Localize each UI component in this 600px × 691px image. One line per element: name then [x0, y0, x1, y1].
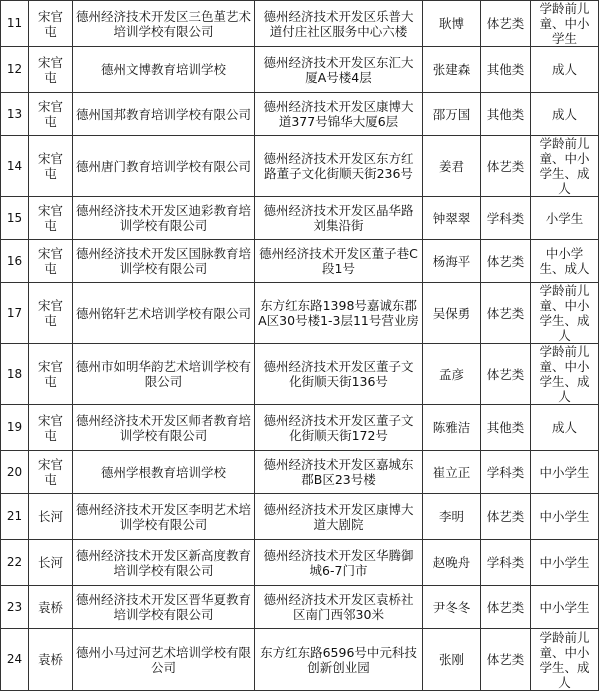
- table-row: [1, 93, 599, 136]
- target-audience-cell: 学龄前儿童、中小学生、成人: [531, 629, 599, 691]
- address-cell: 德州经济技术开发区康博大道大剧院: [255, 494, 423, 540]
- district-cell: 宋官屯: [29, 136, 73, 197]
- category-cell: 体艺类: [481, 240, 531, 283]
- category-cell: 体艺类: [481, 136, 531, 197]
- row-number-cell: 17: [1, 283, 29, 344]
- table-row: [1, 494, 599, 540]
- district-cell: 宋官屯: [29, 451, 73, 494]
- district-cell: 宋官屯: [29, 405, 73, 451]
- institution-name-cell: 德州铭轩艺术培训学校有限公司: [73, 283, 255, 344]
- contact-person-cell: 吴保勇: [423, 283, 481, 344]
- contact-person-cell: 钟翠翠: [423, 197, 481, 240]
- institution-name-cell: 德州学根教育培训学校: [73, 451, 255, 494]
- table-row: [1, 405, 599, 451]
- contact-person-cell: 陈雅洁: [423, 405, 481, 451]
- table-row: [1, 586, 599, 629]
- institution-name-cell: 德州经济技术开发区李明艺术培训学校有限公司: [73, 494, 255, 540]
- row-number-cell: 24: [1, 629, 29, 691]
- target-audience-cell: 中小学生: [531, 586, 599, 629]
- row-number-cell: 23: [1, 586, 29, 629]
- contact-person-cell: 张刚: [423, 629, 481, 691]
- table-row: [1, 344, 599, 405]
- row-number-cell: 20: [1, 451, 29, 494]
- contact-person-cell: 杨海平: [423, 240, 481, 283]
- contact-person-cell: 张建森: [423, 47, 481, 93]
- target-audience-cell: 中小学生、成人: [531, 240, 599, 283]
- table-row: [1, 540, 599, 586]
- district-cell: 长河: [29, 540, 73, 586]
- row-number-cell: 19: [1, 405, 29, 451]
- table-body: [1, 1, 599, 691]
- target-audience-cell: 学龄前儿童、中小学生、成人: [531, 283, 599, 344]
- target-audience-cell: 学龄前儿童、中小学生、成人: [531, 344, 599, 405]
- institution-name-cell: 德州经济技术开发区新高度教育培训学校有限公司: [73, 540, 255, 586]
- contact-person-cell: 李明: [423, 494, 481, 540]
- institution-name-cell: 德州唐门教育培训学校有限公司: [73, 136, 255, 197]
- table-row: [1, 283, 599, 344]
- table-row: [1, 197, 599, 240]
- category-cell: 其他类: [481, 47, 531, 93]
- target-audience-cell: 中小学生: [531, 540, 599, 586]
- contact-person-cell: 尹冬冬: [423, 586, 481, 629]
- address-cell: 德州经济技术开发区晶华路刘集沿街: [255, 197, 423, 240]
- category-cell: 体艺类: [481, 344, 531, 405]
- contact-person-cell: 赵晚舟: [423, 540, 481, 586]
- contact-person-cell: 邵万国: [423, 93, 481, 136]
- category-cell: 学科类: [481, 540, 531, 586]
- row-number-cell: 21: [1, 494, 29, 540]
- row-number-cell: 11: [1, 1, 29, 47]
- address-cell: 德州经济技术开发区袁桥社区南门西邻30米: [255, 586, 423, 629]
- row-number-cell: 13: [1, 93, 29, 136]
- district-cell: 宋官屯: [29, 47, 73, 93]
- address-cell: 德州经济技术开发区东汇大厦A号楼4层: [255, 47, 423, 93]
- institution-name-cell: 德州经济技术开发区晋华夏教育培训学校有限公司: [73, 586, 255, 629]
- institution-name-cell: 德州小马过河艺术培训学校有限公司: [73, 629, 255, 691]
- target-audience-cell: 成人: [531, 93, 599, 136]
- district-cell: 袁桥: [29, 629, 73, 691]
- category-cell: 其他类: [481, 405, 531, 451]
- institution-name-cell: 德州经济技术开发区迪彩教育培训学校有限公司: [73, 197, 255, 240]
- table-row: [1, 47, 599, 93]
- address-cell: 德州经济技术开发区东方红路董子文化街顺天街236号: [255, 136, 423, 197]
- table-row: [1, 136, 599, 197]
- table-row: [1, 240, 599, 283]
- district-cell: 宋官屯: [29, 283, 73, 344]
- institution-name-cell: 德州经济技术开发区师者教育培训学校有限公司: [73, 405, 255, 451]
- row-number-cell: 16: [1, 240, 29, 283]
- district-cell: 宋官屯: [29, 1, 73, 47]
- district-cell: 宋官屯: [29, 344, 73, 405]
- category-cell: 体艺类: [481, 586, 531, 629]
- category-cell: 其他类: [481, 93, 531, 136]
- contact-person-cell: 耿博: [423, 1, 481, 47]
- address-cell: 德州经济技术开发区董子文化街顺天街172号: [255, 405, 423, 451]
- target-audience-cell: 中小学生: [531, 451, 599, 494]
- address-cell: 德州经济技术开发区乐普大道付庄社区服务中心六楼: [255, 1, 423, 47]
- contact-person-cell: 孟彦: [423, 344, 481, 405]
- address-cell: 德州经济技术开发区嘉城东郡B区23号楼: [255, 451, 423, 494]
- contact-person-cell: 崔立正: [423, 451, 481, 494]
- institution-name-cell: 德州市如明华韵艺术培训学校有限公司: [73, 344, 255, 405]
- address-cell: 东方红东路1398号嘉诚东郡A区30号楼1-3层11号营业房: [255, 283, 423, 344]
- address-cell: 德州经济技术开发区董子文化街顺天街136号: [255, 344, 423, 405]
- institution-name-cell: 德州国邦教育培训学校有限公司: [73, 93, 255, 136]
- target-audience-cell: 成人: [531, 47, 599, 93]
- district-cell: 宋官屯: [29, 197, 73, 240]
- institution-name-cell: 德州经济技术开发区国脉教育培训学校有限公司: [73, 240, 255, 283]
- category-cell: 体艺类: [481, 1, 531, 47]
- target-audience-cell: 学龄前儿童、中小学生: [531, 1, 599, 47]
- table-row: [1, 451, 599, 494]
- row-number-cell: 18: [1, 344, 29, 405]
- category-cell: 学科类: [481, 451, 531, 494]
- institution-name-cell: 德州文博教育培训学校: [73, 47, 255, 93]
- row-number-cell: 12: [1, 47, 29, 93]
- category-cell: 学科类: [481, 197, 531, 240]
- address-cell: 德州经济技术开发区董子巷C段1号: [255, 240, 423, 283]
- row-number-cell: 22: [1, 540, 29, 586]
- category-cell: 体艺类: [481, 494, 531, 540]
- target-audience-cell: 中小学生: [531, 494, 599, 540]
- target-audience-cell: 小学生: [531, 197, 599, 240]
- district-cell: 宋官屯: [29, 240, 73, 283]
- district-cell: 袁桥: [29, 586, 73, 629]
- table-row: [1, 629, 599, 691]
- target-audience-cell: 成人: [531, 405, 599, 451]
- district-cell: 长河: [29, 494, 73, 540]
- address-cell: 东方红东路6596号中元科技创新创业园: [255, 629, 423, 691]
- address-cell: 德州经济技术开发区康博大道377号锦华大厦6层: [255, 93, 423, 136]
- address-cell: 德州经济技术开发区华腾御城6-7门市: [255, 540, 423, 586]
- contact-person-cell: 姜君: [423, 136, 481, 197]
- category-cell: 体艺类: [481, 629, 531, 691]
- row-number-cell: 14: [1, 136, 29, 197]
- table-row: [1, 1, 599, 47]
- category-cell: 体艺类: [481, 283, 531, 344]
- row-number-cell: 15: [1, 197, 29, 240]
- district-cell: 宋官屯: [29, 93, 73, 136]
- target-audience-cell: 学龄前儿童、中小学生、成人: [531, 136, 599, 197]
- institution-name-cell: 德州经济技术开发区三色堇艺术培训学校有限公司: [73, 1, 255, 47]
